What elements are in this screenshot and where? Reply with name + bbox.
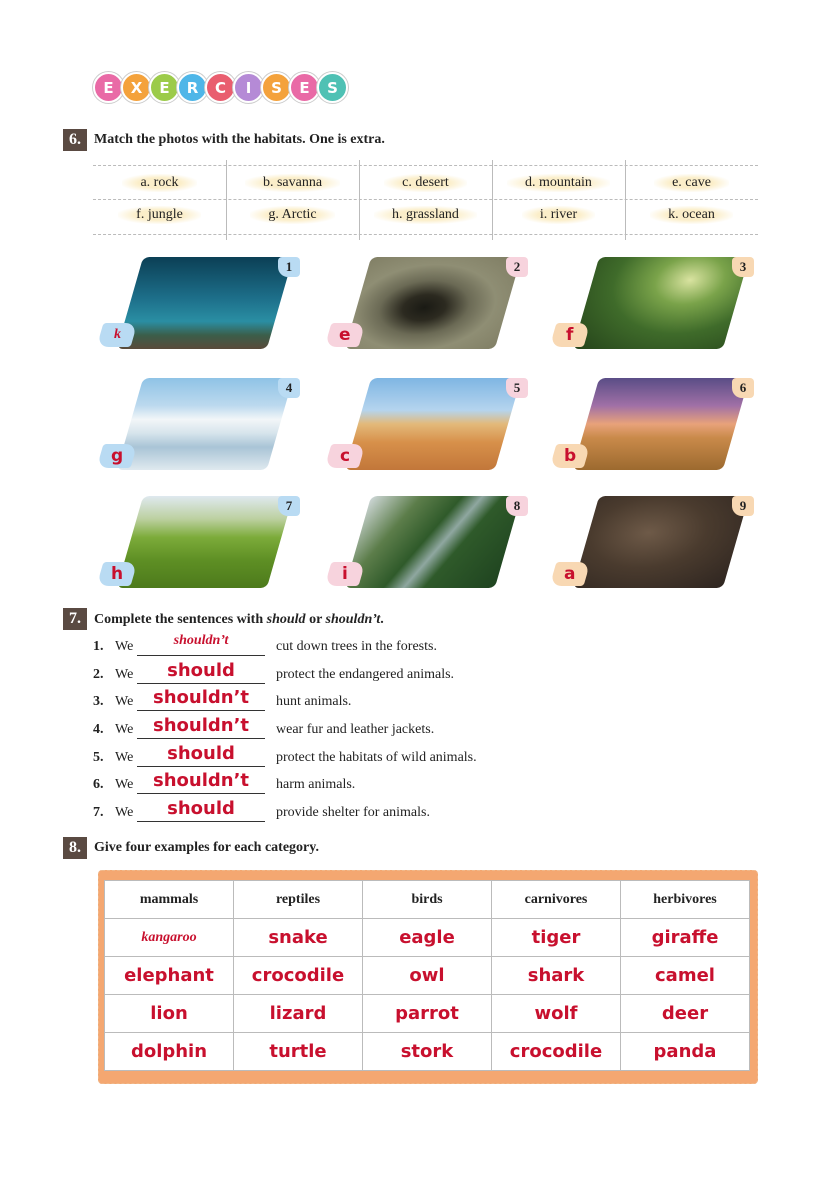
exercise-6-number: 6. <box>63 129 87 151</box>
table-cell[interactable]: eagle <box>363 919 492 957</box>
habitat-word: a. rock <box>93 174 226 192</box>
answer-blank[interactable]: shouldn’t <box>152 770 250 791</box>
river-photo <box>345 496 521 588</box>
table-cell[interactable]: dolphin <box>105 1033 234 1071</box>
answer-blank[interactable]: should <box>167 798 235 819</box>
column-header: mammals <box>105 881 234 919</box>
table-cell[interactable]: panda <box>621 1033 750 1071</box>
photo-answer: g <box>97 444 138 468</box>
arctic-photo <box>117 378 293 470</box>
table-cell[interactable]: crocodile <box>492 1033 621 1071</box>
table-cell[interactable]: turtle <box>234 1033 363 1071</box>
column-header: carnivores <box>492 881 621 919</box>
answer-blank[interactable]: shouldn’t <box>152 715 250 736</box>
heading-letter: E <box>289 72 320 103</box>
photo-number: 5 <box>506 378 528 398</box>
photo-answer: e <box>325 323 366 347</box>
table-cell[interactable]: kangaroo <box>105 919 234 957</box>
sentence: 2. We should protect the endangered animals. <box>93 660 455 682</box>
heading-letter: C <box>205 72 236 103</box>
exercise-8-title: Give four examples for each category. <box>94 840 319 855</box>
habitat-word: b. savanna <box>226 174 359 192</box>
sentence: 6. We shouldn’t harm animals. <box>93 770 356 792</box>
exercise-8-number: 8. <box>63 837 87 859</box>
column-header: herbivores <box>621 881 750 919</box>
photo-number: 6 <box>732 378 754 398</box>
heading-letter: E <box>149 72 180 103</box>
rock-photo <box>573 496 749 588</box>
exercise-7-number: 7. <box>63 608 87 630</box>
habitat-word: e. cave <box>625 174 758 192</box>
category-table <box>104 880 750 1071</box>
column-header: birds <box>363 881 492 919</box>
table-cell[interactable]: shark <box>492 957 621 995</box>
cave-photo <box>345 257 521 349</box>
habitat-word: d. mountain <box>492 174 625 192</box>
photo-number: 4 <box>278 378 300 398</box>
column-header: reptiles <box>234 881 363 919</box>
habitat-word: i. river <box>492 206 625 224</box>
heading-letter: I <box>233 72 264 103</box>
table-cell[interactable]: stork <box>363 1033 492 1071</box>
table-cell[interactable]: camel <box>621 957 750 995</box>
table-cell[interactable]: lizard <box>234 995 363 1033</box>
exercise-6-title: Match the photos with the habitats. One is extra. <box>94 132 385 147</box>
table-cell[interactable]: giraffe <box>621 919 750 957</box>
exercises-heading <box>93 72 345 103</box>
photo-number: 1 <box>278 257 300 277</box>
photo-number: 3 <box>732 257 754 277</box>
photo-number: 9 <box>732 496 754 516</box>
table-cell[interactable]: deer <box>621 995 750 1033</box>
answer-blank[interactable]: should <box>167 660 235 681</box>
photo-number: 8 <box>506 496 528 516</box>
grassland-photo <box>117 496 293 588</box>
table-cell[interactable]: snake <box>234 919 363 957</box>
photo-answer: i <box>325 562 366 586</box>
sentence: 3. We shouldn’t hunt animals. <box>93 687 352 709</box>
table-cell[interactable]: crocodile <box>234 957 363 995</box>
heading-letter: X <box>121 72 152 103</box>
table-cell[interactable]: parrot <box>363 995 492 1033</box>
habitat-word-table <box>93 165 758 235</box>
table-cell[interactable]: elephant <box>105 957 234 995</box>
habitat-word: k. ocean <box>625 206 758 224</box>
jungle-photo <box>573 257 749 349</box>
heading-letter: R <box>177 72 208 103</box>
photo-answer: b <box>550 444 591 468</box>
desert-photo <box>345 378 521 470</box>
table-cell[interactable]: tiger <box>492 919 621 957</box>
photo-answer: c <box>325 444 366 468</box>
photo-answer: h <box>97 562 138 586</box>
table-cell[interactable]: lion <box>105 995 234 1033</box>
photo-answer: k <box>97 323 138 347</box>
sentence: 1. We shouldn’t cut down trees in the forests. <box>93 633 437 654</box>
photo-answer: a <box>550 562 591 586</box>
heading-letter: S <box>261 72 292 103</box>
answer-blank[interactable]: shouldn’t <box>173 633 229 648</box>
sentence: 7. We should provide shelter for animals. <box>93 798 430 820</box>
answer-blank[interactable]: should <box>167 743 235 764</box>
savanna-photo <box>573 378 749 470</box>
habitat-word: c. desert <box>359 174 492 192</box>
sentence: 5. We should protect the habitats of wild animals. <box>93 743 477 765</box>
heading-letter: S <box>317 72 348 103</box>
ocean-photo <box>117 257 293 349</box>
table-cell[interactable]: owl <box>363 957 492 995</box>
habitat-word: g. Arctic <box>226 206 359 224</box>
photo-answer: f <box>550 323 591 347</box>
sentence: 4. We shouldn’t wear fur and leather jackets. <box>93 715 435 737</box>
table-cell[interactable]: wolf <box>492 995 621 1033</box>
exercise-7-title: Complete the sentences with should or shouldn’t. <box>94 612 384 627</box>
habitat-word: h. grassland <box>359 206 492 224</box>
habitat-word: f. jungle <box>93 206 226 224</box>
photo-number: 7 <box>278 496 300 516</box>
photo-number: 2 <box>506 257 528 277</box>
heading-letter: E <box>93 72 124 103</box>
answer-blank[interactable]: shouldn’t <box>152 687 250 708</box>
